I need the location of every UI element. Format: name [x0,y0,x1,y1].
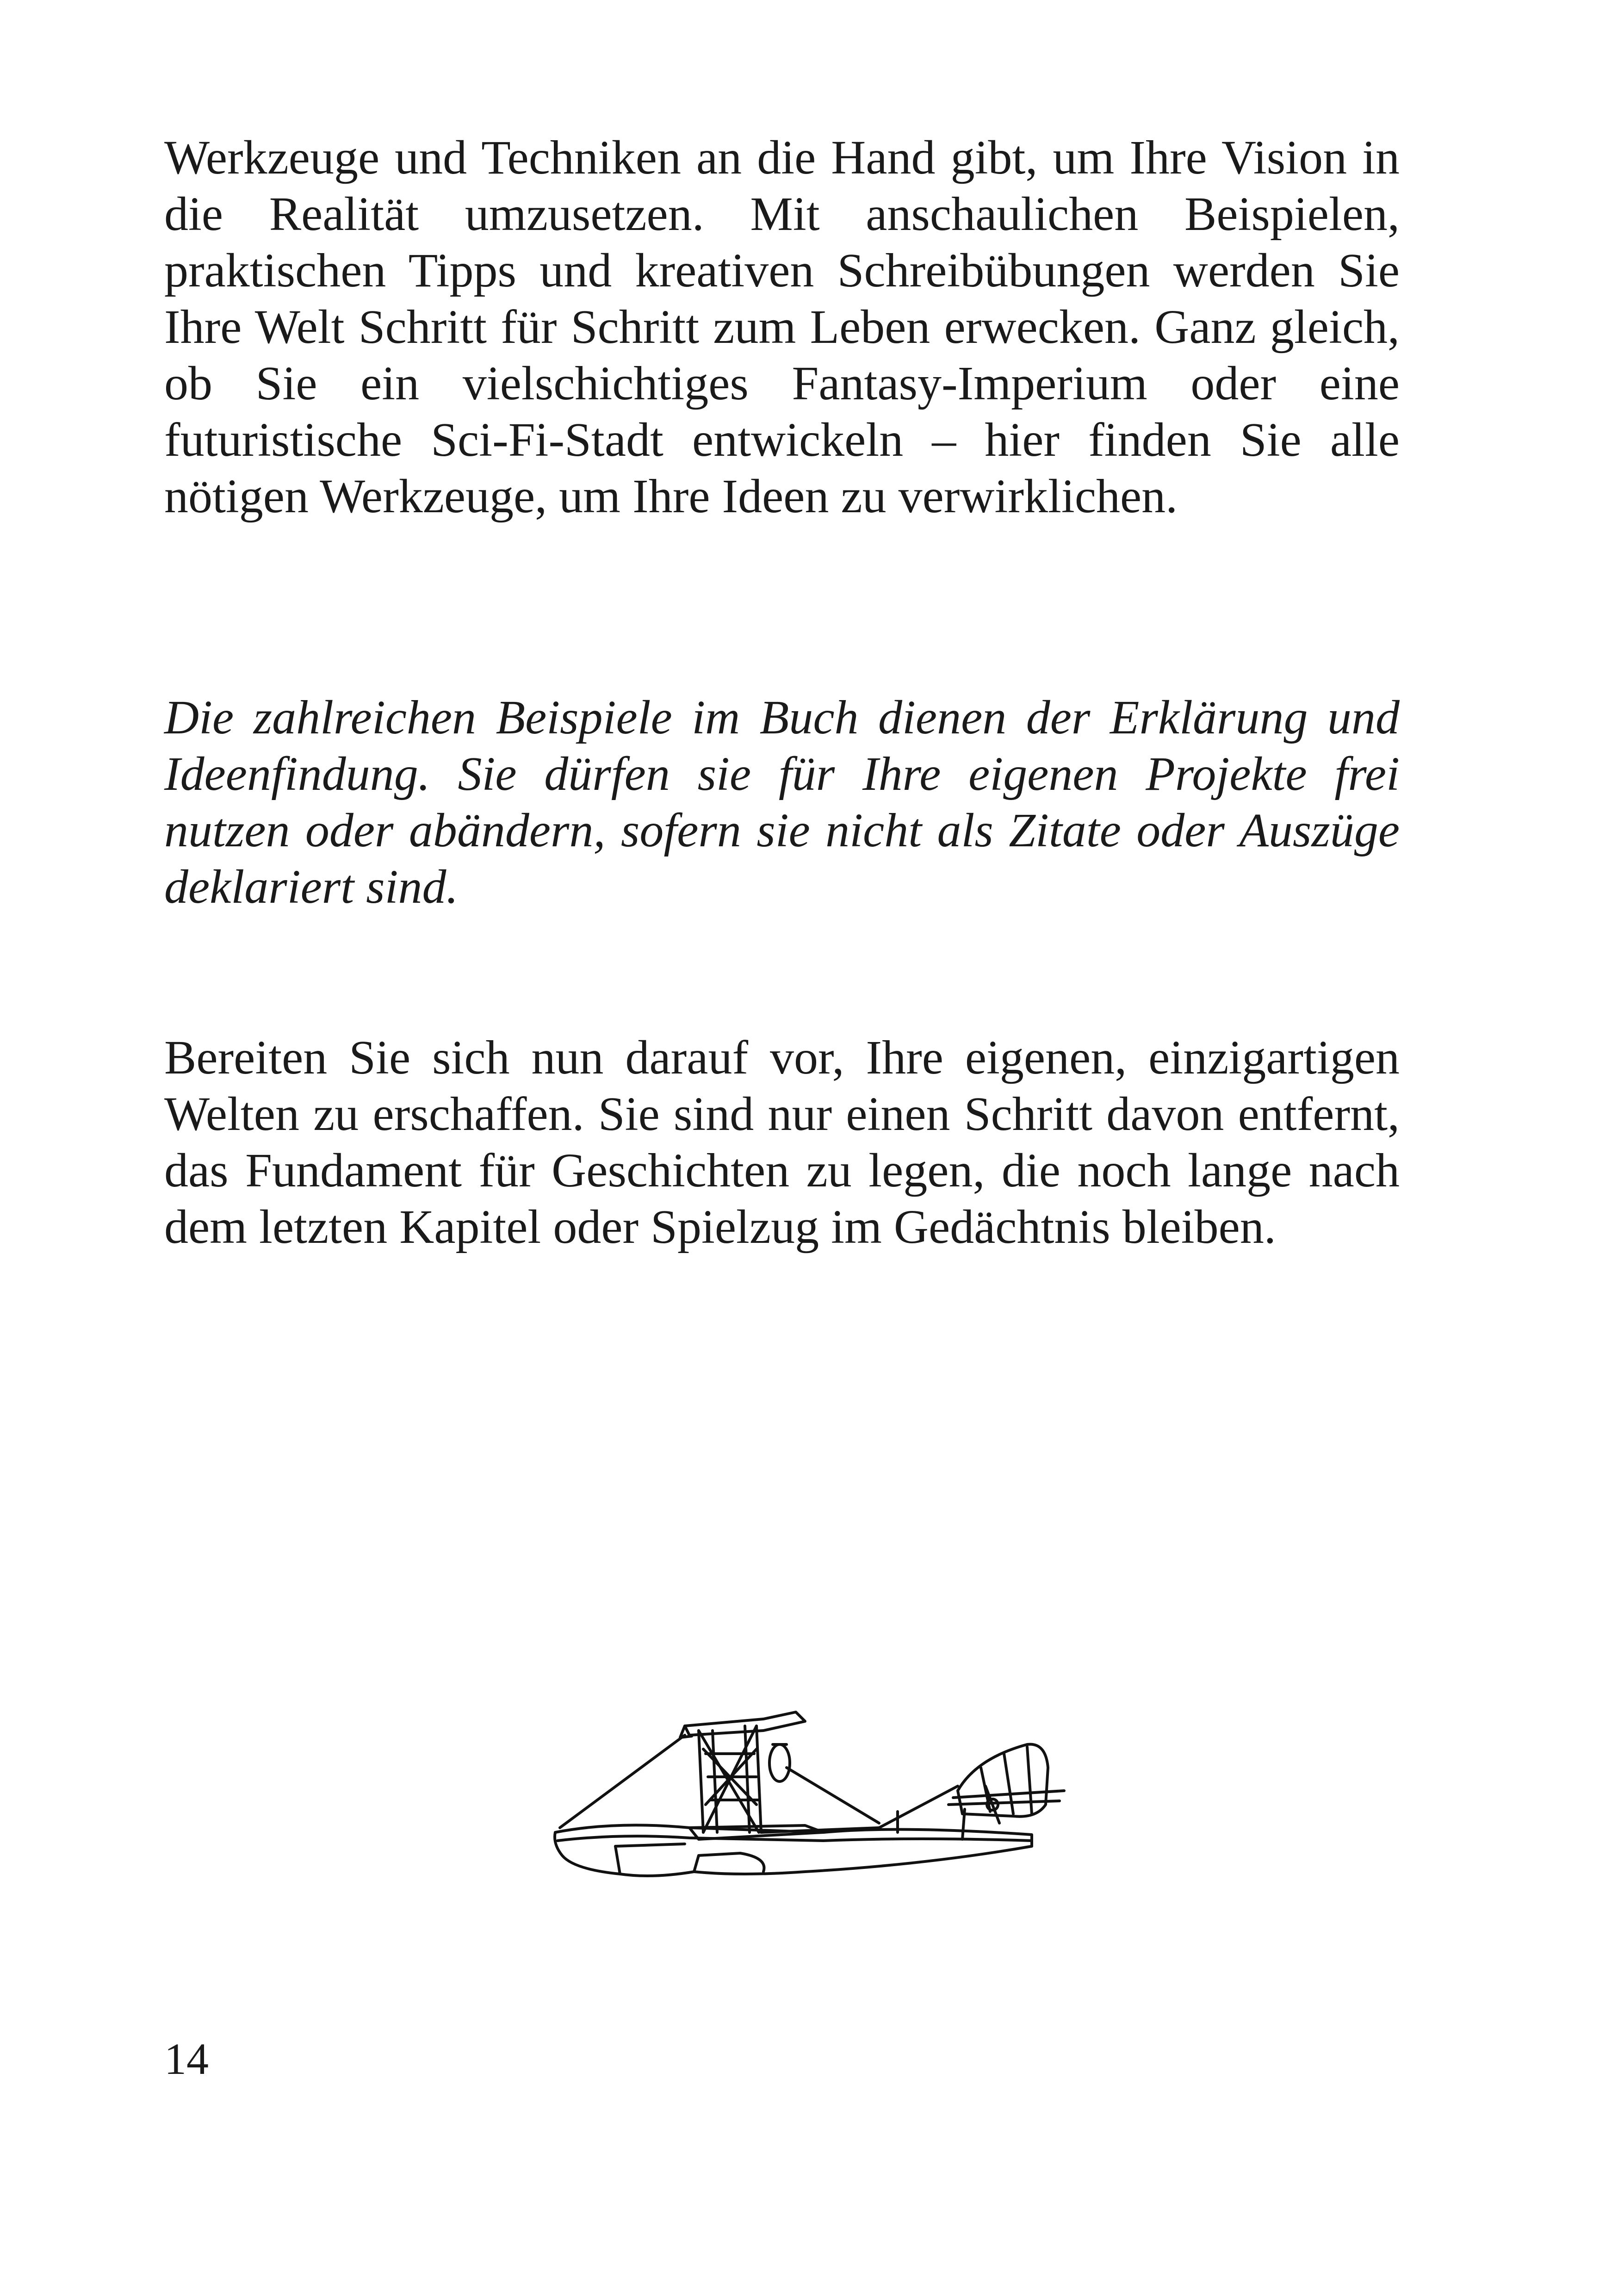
body-paragraph-closing: Bereiten Sie sich nun darauf vor, Ihre eigenen, einzigartigen Welten zu erschaffen. Sie sind nur einen Schritt davon entfernt, das Fundament für Geschichten zu legen, die noch lange nach dem letzten Kapitel oder Spielzug im Gedächtnis bleiben. [164,1031,1400,1253]
italic-note-paragraph: Die zahlreichen Beispiele im Buch dienen der Erklärung und Ideenfindung. Sie dürfen sie für Ihre eigenen Projekte frei nutzen oder abändern, sofern sie nicht als Zitate oder Auszüge deklariert sind. [164,691,1400,913]
page-number: 14 [164,2034,209,2084]
seaplane-icon [546,1694,1087,1925]
body-paragraph-intro: Werkzeuge und Techniken an die Hand gibt, um Ihre Vision in die Realität umzusetzen. Mit anschaulichen Beispielen, praktischen Tipps und kreativen Schreibübungen werden Sie Ihre Welt Schritt für Schritt zum Leben erwecken. Ganz gleich, ob Sie ein vielschichtiges Fantasy-Imperium oder eine futuristische Sci-Fi-Stadt entwickeln – hier finden Sie alle nötigen Werkzeuge, um Ihre Ideen zu verwirklichen. [164,131,1400,523]
